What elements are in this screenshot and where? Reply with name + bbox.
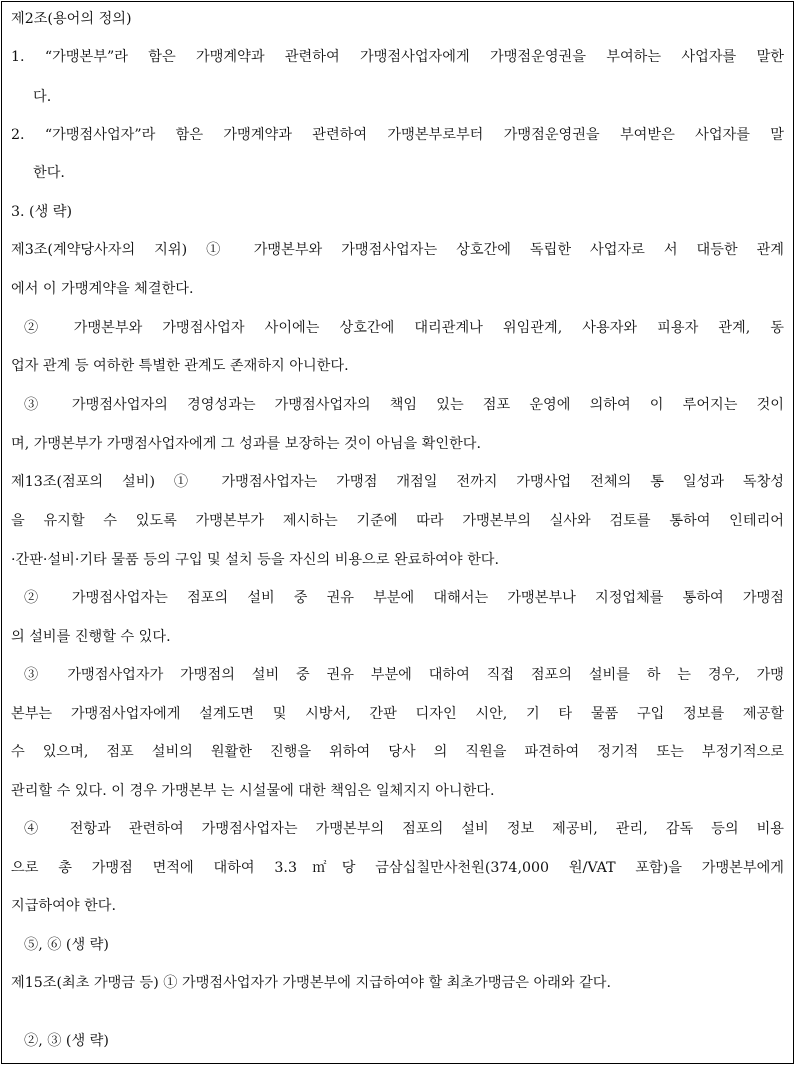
document-line: ③ 가맹점사업자의 경영성과는 가맹점사업자의 책임 있는 점포 운영에 의하여 이 루어지는 것이 bbox=[24, 397, 784, 413]
document-line: 을 유지할 수 있도록 가맹본부가 제시하는 기준에 따라 가맹본부의 실사와 검토를 통하여 인테리어 bbox=[11, 513, 784, 529]
document-line: 에서 이 가맹계약을 체결한다. bbox=[11, 281, 194, 297]
document-line: ② 가맹점사업자는 점포의 설비 중 권유 부분에 대해서는 가맹본부나 지정업체를 통하여 가맹점 bbox=[24, 590, 784, 606]
document-line: 으로 총 가맹점 면적에 대하여 3.3㎡당 금삼십칠만사천원(374,000 원/VAT 포함)을 가맹본부에게 bbox=[11, 860, 784, 876]
document-line: 의 설비를 진행할 수 있다. bbox=[11, 629, 171, 645]
document-line: 3. (생 략) bbox=[11, 204, 73, 220]
document-line: ②, ③ (생 략) bbox=[24, 1033, 109, 1049]
document-line: 본부는 가맹점사업자에게 설계도면 및 시방서, 간판 디자인 시안, 기 타 물품 구입 정보를 제공할 bbox=[11, 706, 784, 722]
document-line: 제2조(용어의 정의) bbox=[11, 11, 132, 27]
document-line: ⑤, ⑥ (생 략) bbox=[24, 937, 109, 953]
document-line: 업자 관계 등 여하한 특별한 관계도 존재하지 아니한다. bbox=[11, 358, 349, 374]
document-line: 지급하여야 한다. bbox=[11, 898, 116, 914]
document-line: 제15조(최초 가맹금 등) ① 가맹점사업자가 가맹본부에 지급하여야 할 최초가맹금은 아래와 같다. bbox=[11, 975, 612, 991]
document-line: 제3조(계약당사자의 지위) ① 가맹본부와 가맹점사업자는 상호간에 독립한 사업자로 서 대등한 관계 bbox=[11, 242, 784, 258]
document-line: 한다. bbox=[33, 165, 65, 181]
document-line: 관리할 수 있다. 이 경우 가맹본부 는 시설물에 대한 책임은 일체지지 아니한다. bbox=[11, 783, 495, 799]
document-line: ③ 가맹점사업자가 가맹점의 설비 중 권유 부분에 대하여 직접 점포의 설비를 하 는 경우, 가맹 bbox=[24, 667, 784, 683]
document-line: ·간판·설비·기타 물품 등의 구입 및 설치 등을 자신의 비용으로 완료하여야 한다. bbox=[11, 552, 499, 568]
document-line: 다. bbox=[33, 89, 52, 105]
document-line: 2. “가맹점사업자”라 함은 가맹계약과 관련하여 가맹본부로부터 가맹점운영권을 부여받은 사업자를 말 bbox=[11, 127, 784, 143]
document-frame bbox=[1, 1, 794, 1064]
document-line: 제13조(점포의 설비) ① 가맹점사업자는 가맹점 개점일 전까지 가맹사업 전체의 통 일성과 독창성 bbox=[11, 474, 784, 490]
document-line: ④ 전항과 관련하여 가맹점사업자는 가맹본부의 점포의 설비 정보 제공비, 관리, 감독 등의 비용 bbox=[24, 821, 784, 837]
document-line: ② 가맹본부와 가맹점사업자 사이에는 상호간에 대리관계나 위임관계, 사용자와 피용자 관계, 동 bbox=[24, 320, 784, 336]
document-line: 1. “가맹본부”라 함은 가맹계약과 관련하여 가맹점사업자에게 가맹점운영권을 부여하는 사업자를 말한 bbox=[11, 49, 784, 65]
document-line: 며, 가맹본부가 가맹점사업자에게 그 성과를 보장하는 것이 아님을 확인한다. bbox=[11, 436, 481, 452]
document-line: 수 있으며, 점포 설비의 원활한 진행을 위하여 당사 의 직원을 파견하여 정기적 또는 부정기적으로 bbox=[11, 744, 784, 760]
